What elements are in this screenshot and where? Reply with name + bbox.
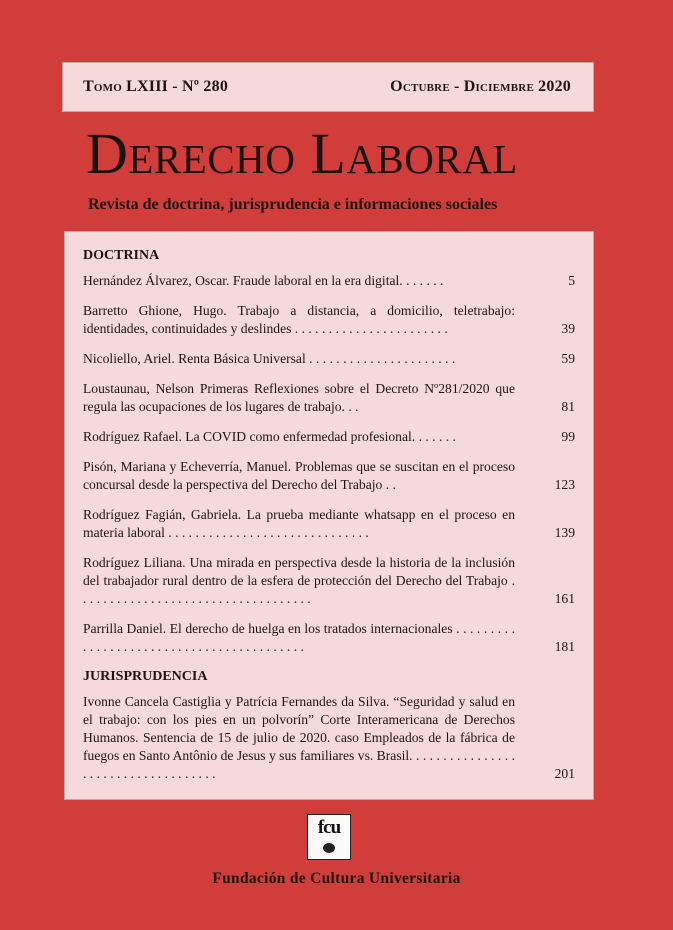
toc-entry-text: Rodríguez Fagián, Gabriela. La prueba mediante whatsapp en el proceso en materia laboral . . . . . . . . . . . . . . . . . . . . . . . . . . . . . . [83,507,515,540]
toc-entry[interactable] [83,554,575,608]
toc-entry[interactable] [83,380,575,416]
toc-entry-text: Parrilla Daniel. El derecho de huelga en los tratados internacionales . . . . . . . . . . . . . . . . . . . . . . . . . . . . . . . . . . . . . . . . . . [83,621,515,654]
publisher-name: Fundación de Cultura Universitaria [212,870,461,887]
section-heading-jurisprudencia: JURISPRUDENCIA [83,669,208,684]
toc-entry-page: 201 [554,766,575,781]
publisher-logo-icon [307,814,351,860]
toc-entry-page: 123 [554,477,575,492]
toc-entry-text: Pisón, Mariana y Echeverría, Manuel. Problemas que se suscitan en el proceso concursal desde la perspectiva del Derecho del Trabajo . . [83,459,515,492]
journal-title: Derecho Laboral [86,121,518,186]
toc-entry[interactable] [83,693,575,783]
toc-entry-page: 99 [561,429,575,444]
issue-info-box [62,62,594,112]
toc-entry[interactable] [83,620,575,656]
logo-emblem-icon [323,843,335,853]
toc-entry[interactable] [83,302,575,338]
toc-entry-page: 81 [561,399,575,414]
volume-number: Tomo LXIII - Nº 280 [83,78,229,95]
journal-subtitle: Revista de doctrina, jurisprudencia e informaciones sociales [88,196,498,213]
toc-entry-text: Loustaunau, Nelson Primeras Reflexiones sobre el Decreto Nº281/2020 que regula las ocupaciones de los lugares de trabajo. . . [83,381,515,414]
toc-entry-text: Barretto Ghione, Hugo. Trabajo a distancia, a domicilio, teletrabajo: identidades, continuidades y deslindes . . . . . . . . . . . . . . . . . . . . . . . [83,303,515,336]
toc-entry-page: 181 [554,639,575,654]
issue-period: Octubre - Diciembre 2020 [390,78,571,95]
toc-entry[interactable] [83,272,575,290]
toc-entry-page: 39 [561,321,575,336]
logo-letters: fcu [317,817,341,838]
toc-entry-text: Rodríguez Rafael. La COVID como enfermedad profesional. . . . . . . [83,429,456,444]
toc-entry-page: 139 [554,525,575,540]
toc-entry[interactable] [83,350,575,368]
section-heading-doctrina: DOCTRINA [83,248,160,263]
table-of-contents [64,231,594,800]
toc-entry-text: Ivonne Cancela Castiglia y Patrícia Fernandes da Silva. “Seguridad y salud en el trabajo: con los pies en un polvorín” Corte Interamericana de Derechos Humanos. Sentencia de 15 de julio de 2020. caso Empleados de la fábrica de fuegos en Santo Antônio de Jesus y sus familiares vs. Brasil. . . . . . . . . . . . . . . . . . . . . . . . . . . . . . . . . . . . [83,694,515,781]
toc-entry-text: Rodríguez Liliana. Una mirada en perspectiva desde la historia de la inclusión del trabajador rural dentro de la esfera de protección del Derecho del Trabajo . . . . . . . . . . . . . . . . . . . . . . . . . . . . . . . . . . . [83,555,515,606]
toc-entry[interactable] [83,428,575,446]
toc-entry-page: 161 [554,591,575,606]
toc-entry[interactable] [83,458,575,494]
toc-entry-page: 59 [561,351,575,366]
toc-entry-text: Hernández Álvarez, Oscar. Fraude laboral en la era digital. . . . . . . [83,273,444,288]
toc-entry-text: Nicoliello, Ariel. Renta Básica Universal . . . . . . . . . . . . . . . . . . . . . . [83,351,456,366]
toc-entry[interactable] [83,506,575,542]
toc-entry-page: 5 [568,273,575,288]
